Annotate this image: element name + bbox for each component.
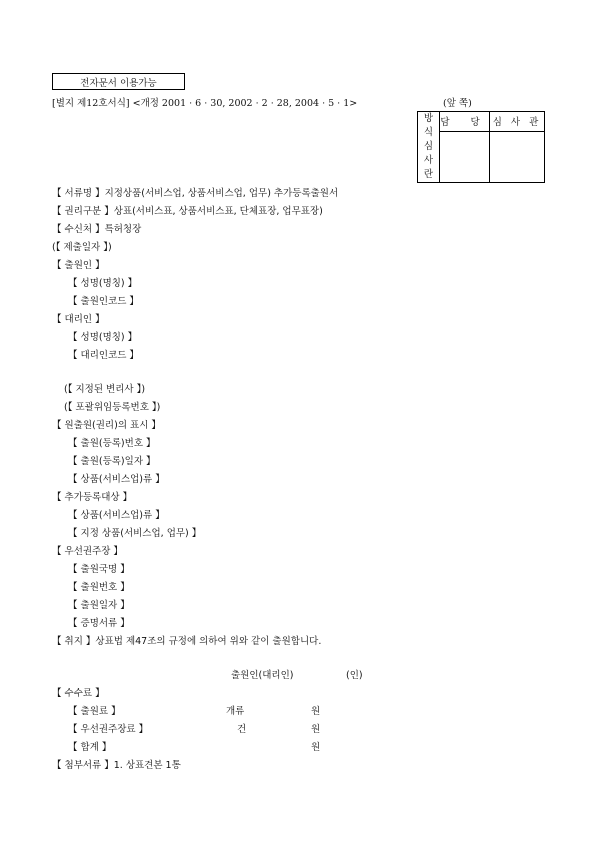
- comprehensive-power-number: (【 포괄위임등록번호 】): [64, 402, 161, 413]
- electronic-document-label: 전자문서 이용가능: [52, 73, 185, 90]
- priority-application-date: 【 출원일자 】: [68, 600, 130, 611]
- designated-attorney: (【 지정된 변리사 】): [64, 384, 146, 395]
- agent-heading: 【 대리인 】: [52, 314, 105, 325]
- fee-application-won: 원: [311, 706, 321, 717]
- priority-documents: 【 증명서류 】: [68, 618, 130, 629]
- front-side-label: (앞 쪽): [443, 98, 472, 109]
- right-type: 【 권리구분 】상표(서비스표, 상품서비스표, 단체표장, 업무표장): [52, 206, 323, 217]
- fee-priority-unit: 건: [237, 724, 247, 735]
- exam-cell-examiner: [490, 131, 545, 182]
- priority-application-number: 【 출원번호 】: [68, 582, 130, 593]
- additional-goods-class: 【 상품(서비스업)류 】: [68, 510, 165, 521]
- additional-designated-goods: 【 지정 상품(서비스업, 업무) 】: [68, 528, 202, 539]
- exam-cell-officer: [440, 131, 490, 182]
- examination-table: [417, 111, 545, 183]
- exam-col-officer: 담 당: [440, 112, 490, 132]
- original-registration-date: 【 출원(등록)일자 】: [68, 456, 156, 467]
- fee-total-won: 원: [311, 742, 321, 753]
- doc-name: 【 서류명 】지정상품(서비스업, 상품서비스업, 업무) 추가등록출원서: [52, 188, 339, 199]
- fee-total-label: 【 합계 】: [68, 742, 112, 753]
- exam-col-examiner: 심 사 관: [490, 112, 545, 132]
- priority-country: 【 출원국명 】: [68, 564, 130, 575]
- applicant-name: 【 성명(명칭) 】: [68, 278, 138, 289]
- fee-priority-won: 원: [311, 724, 321, 735]
- fee-application-label: 【 출원료 】: [68, 706, 121, 717]
- agent-code: 【 대리인코드 】: [68, 350, 139, 361]
- additional-target-heading: 【 추가등록대상 】: [52, 492, 133, 503]
- exam-side-label: 방 식 심 사 란: [418, 112, 440, 183]
- submit-date: (【 제출일자 】): [52, 242, 112, 253]
- original-registration-number: 【 출원(등록)번호 】: [68, 438, 156, 449]
- signature-label: 출원인(대리인): [231, 670, 294, 681]
- fees-heading: 【 수수료 】: [52, 688, 105, 699]
- fee-priority-label: 【 우선권주장료 】: [68, 724, 149, 735]
- original-goods-class: 【 상품(서비스업)류 】: [68, 474, 165, 485]
- purpose-statement: 【 취지 】상표법 제47조의 규정에 의하여 위와 같이 출원합니다.: [52, 636, 322, 647]
- attachments: 【 첨부서류 】1. 상표견본 1통: [52, 760, 181, 771]
- fee-application-unit: 개류: [226, 706, 245, 717]
- agent-name: 【 성명(명칭) 】: [68, 332, 138, 343]
- recipient: 【 수신처 】특허청장: [52, 224, 142, 235]
- priority-claim-heading: 【 우선권주장 】: [52, 546, 123, 557]
- applicant-code: 【 출원인코드 】: [68, 296, 139, 307]
- applicant-heading: 【 출원인 】: [52, 260, 105, 271]
- original-rights-heading: 【 원출원(권리)의 표시 】: [52, 420, 161, 431]
- form-number: [별지 제12호서식] <개정 2001 · 6 · 30, 2002 · 2 · 28, 2004 · 5 · 1>: [52, 98, 358, 109]
- seal-mark: (인): [346, 670, 363, 681]
